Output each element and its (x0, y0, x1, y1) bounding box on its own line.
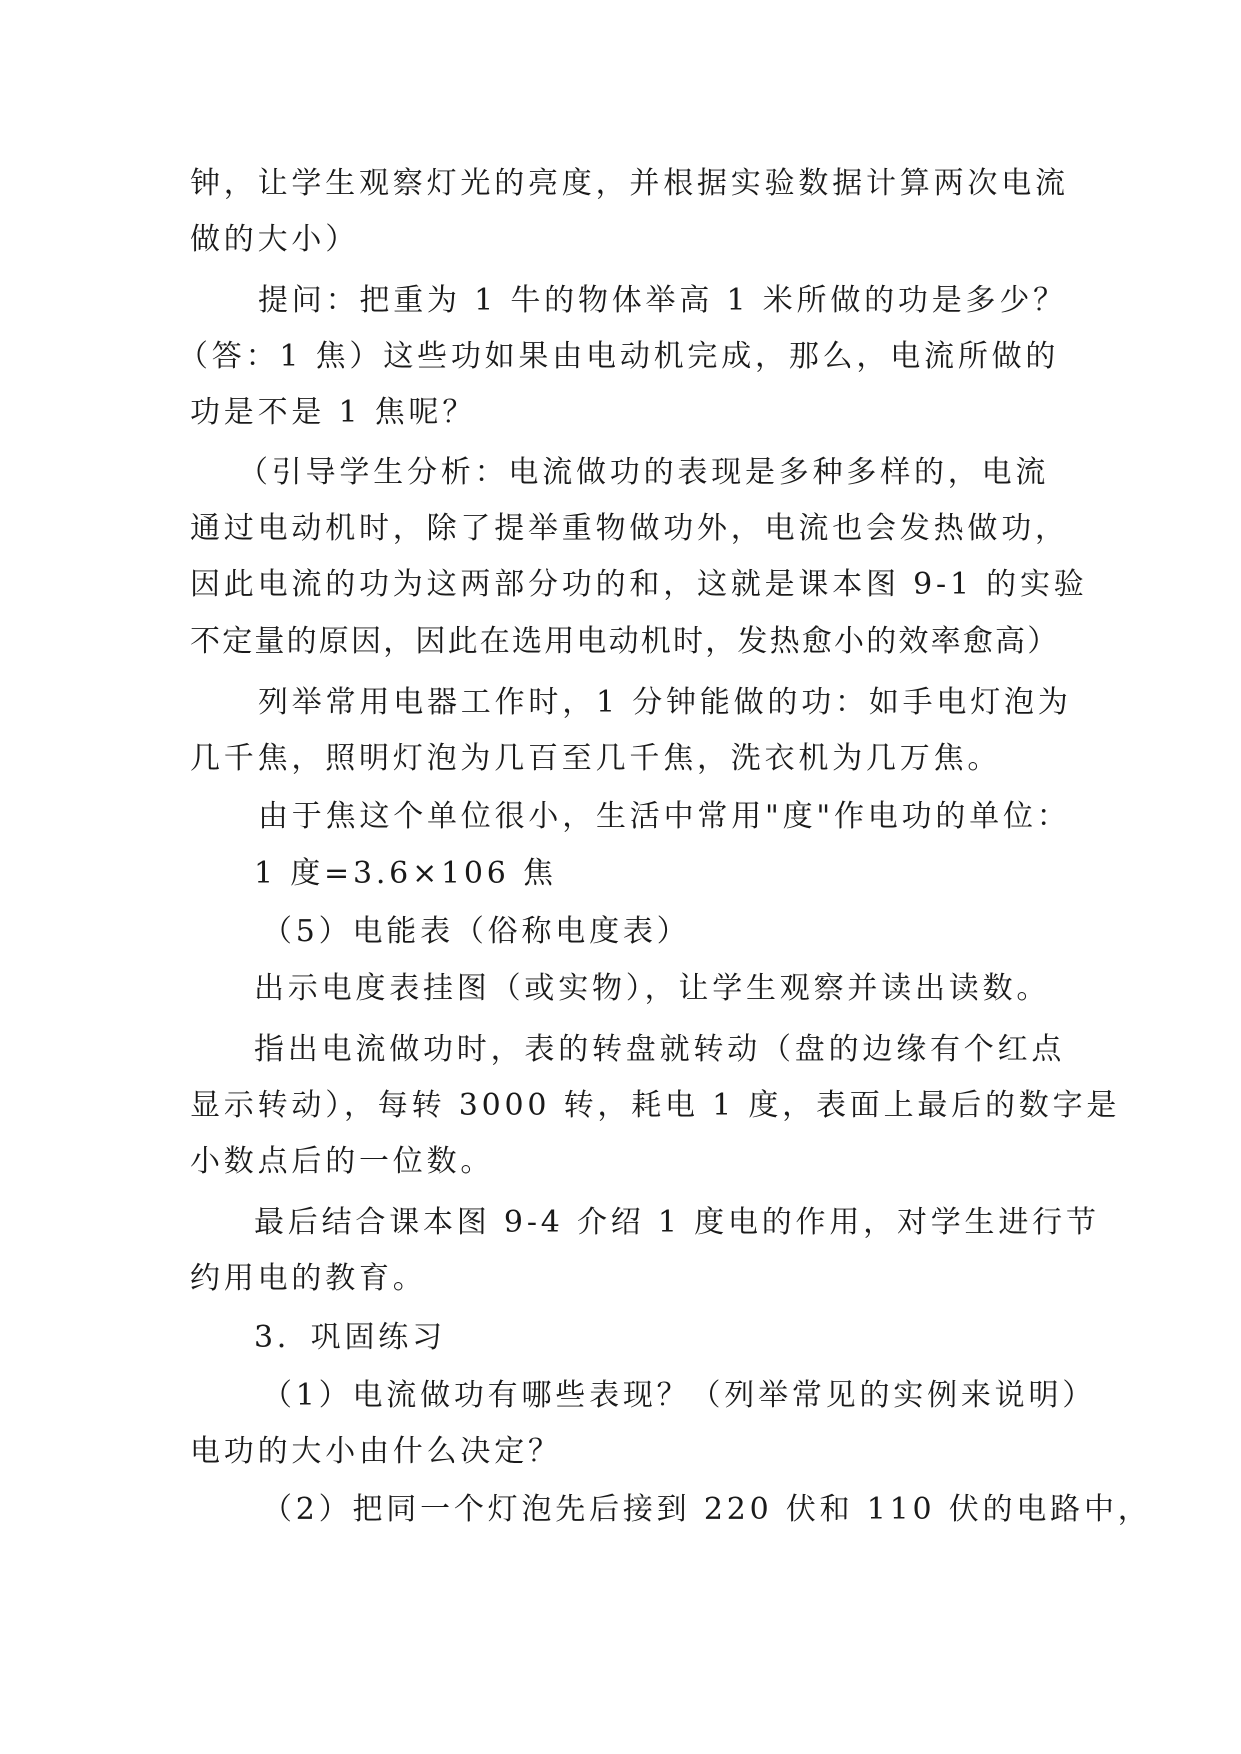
text-line-21: 3．巩固练习 (254, 1320, 446, 1355)
text-line-20: 约用电的教育。 (190, 1261, 427, 1296)
text-line-12: 由于焦这个单位很小，生活中常用"度"作电功的单位： (258, 799, 1071, 834)
text-line-23: 电功的大小由什么决定？ (190, 1434, 562, 1469)
text-line-11: 几千焦，照明灯泡为几百至几千焦，洗衣机为几万焦。 (190, 741, 1002, 776)
text-line-4: （答：1 焦）这些功如果由电动机完成，那么，电流所做的 (178, 339, 1060, 374)
text-line-3: 提问：把重为 1 牛的物体举高 1 米所做的功是多少？ (258, 283, 1067, 318)
text-line-13: 1 度=3.6×106 焦 (254, 856, 557, 891)
text-line-24: （2）把同一个灯泡先后接到 220 伏和 110 伏的电路中， (262, 1492, 1152, 1527)
text-line-17: 显示转动），每转 3000 转，耗电 1 度，表面上最后的数字是 (190, 1088, 1121, 1123)
text-line-6: （引导学生分析：电流做功的表现是多种多样的，电流 (238, 455, 1050, 490)
text-line-7: 通过电动机时，除了提举重物做功外，电流也会发热做功， (190, 511, 1069, 546)
text-line-22: （1）电流做功有哪些表现？（列举常见的实例来说明） (262, 1378, 1097, 1413)
text-line-18: 小数点后的一位数。 (190, 1144, 495, 1179)
text-line-19: 最后结合课本图 9-4 介绍 1 度电的作用，对学生进行节 (254, 1205, 1100, 1240)
text-line-10: 列举常用电器工作时，1 分钟能做的功：如手电灯泡为 (258, 685, 1072, 720)
text-line-16: 指出电流做功时，表的转盘就转动（盘的边缘有个红点 (254, 1032, 1066, 1067)
text-line-14: （5）电能表（俗称电度表） (262, 914, 691, 949)
text-line-15: 出示电度表挂图（或实物），让学生观察并读出读数。 (254, 971, 1051, 1006)
text-line-8: 因此电流的功为这两部分功的和，这就是课本图 9-1 的实验 (190, 567, 1088, 602)
text-line-2: 做的大小） (190, 222, 359, 257)
text-line-1: 钟，让学生观察灯光的亮度，并根据实验数据计算两次电流 (190, 166, 1069, 201)
text-line-9: 不定量的原因，因此在选用电动机时，发热愈小的效率愈高） (190, 624, 1060, 659)
text-line-5: 功是不是 1 焦呢？ (190, 395, 477, 430)
